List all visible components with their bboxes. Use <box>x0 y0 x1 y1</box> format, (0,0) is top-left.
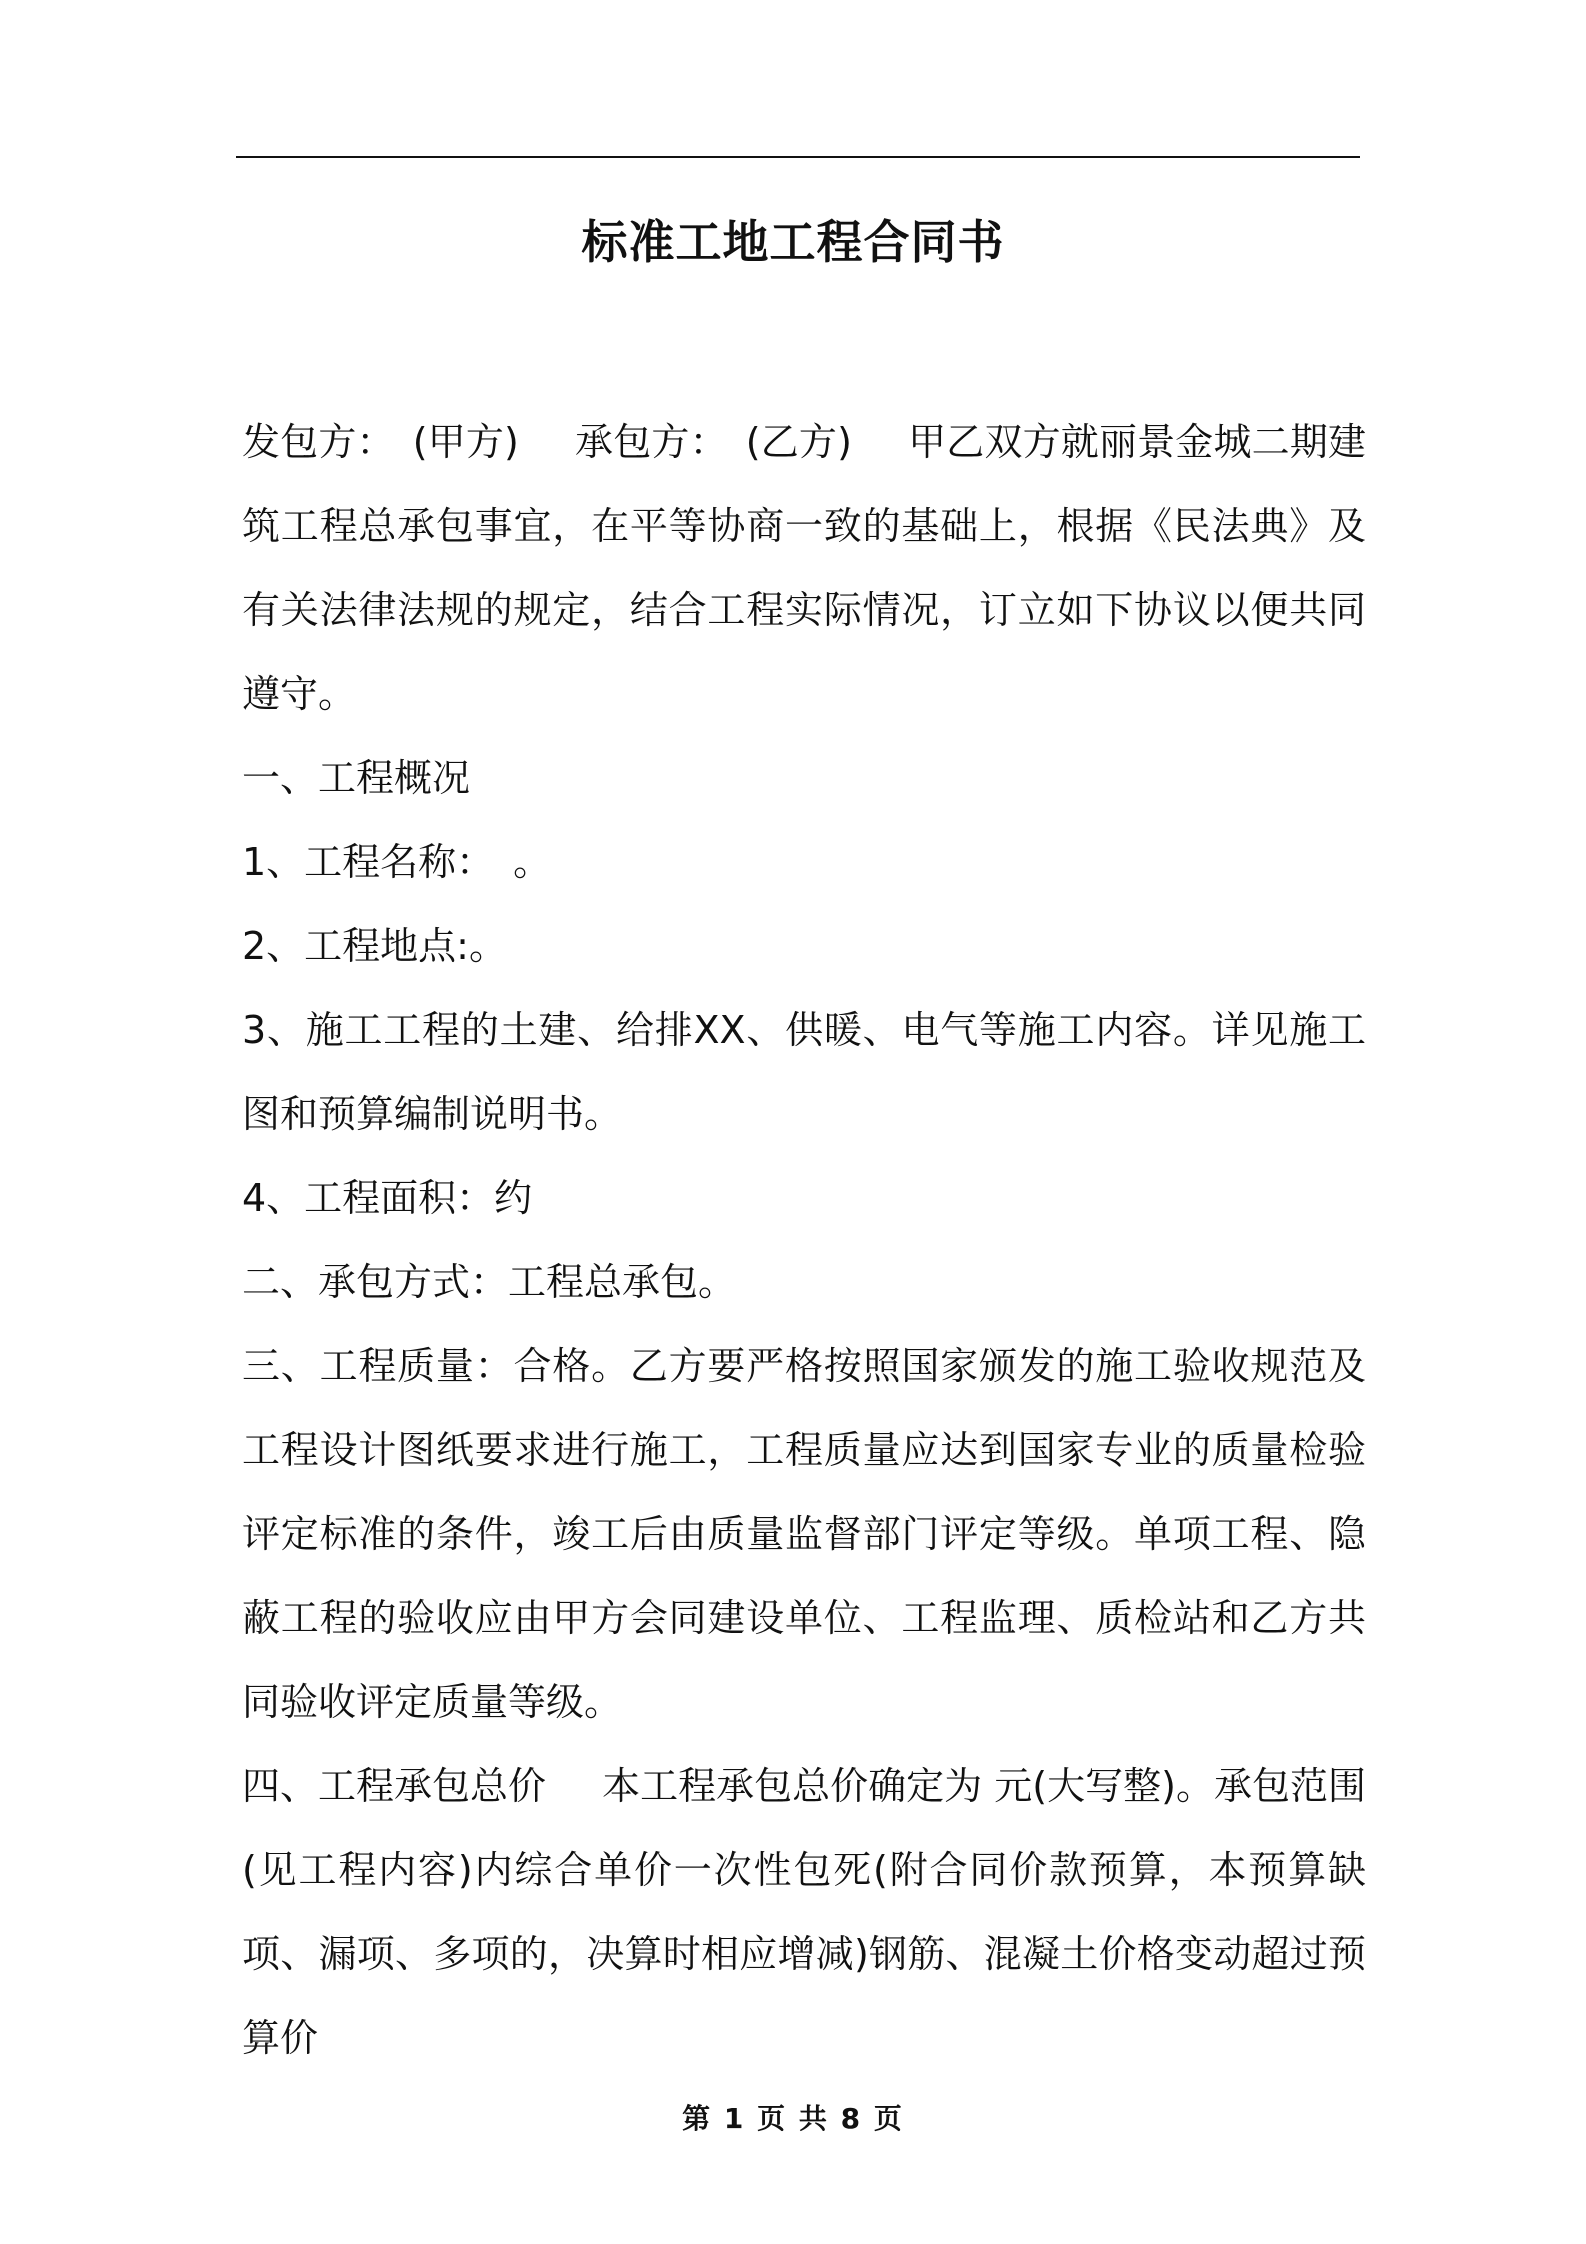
section-4-text: 本工程承包总价确定为 元(大写整)。承包范围(见工程内容)内综合单价一次性包死(附合同价款预算，本预算缺项、漏项、多项的，决算时相应增减)钢筋、混凝土价格变动超过预算价 <box>242 1764 1366 2060</box>
intro-text: 甲乙双方就丽景金城二期建筑工程总承包事宜，在平等协商一致的基础上，根据《民法典》及有关法律法规的规定，结合工程实际情况，订立如下协议以便共同遵守。 <box>242 420 1366 716</box>
section-4-heading: 四、工程承包总价 <box>242 1764 547 1808</box>
page-number: 第 1 页 共 8 页 <box>682 2102 904 2135</box>
intro-paragraph <box>242 400 1366 736</box>
party-b-label: 承包方： <box>574 420 728 464</box>
document-title: 标准工地工程合同书 <box>581 215 1005 269</box>
header-rule <box>236 156 1360 158</box>
party-b-value: (乙方) <box>745 420 852 464</box>
section-1-item-4: 4、工程面积：约 <box>242 1176 533 1220</box>
section-1-item-2: 2、工程地点:。 <box>242 924 507 968</box>
party-a-label: 发包方： <box>242 420 395 464</box>
section-4 <box>242 1744 1366 2080</box>
section-3: 三、工程质量：合格。乙方要严格按照国家颁发的施工验收规范及工程设计图纸要求进行施工，工程质量应达到国家专业的质量检验评定标准的条件，竣工后由质量监督部门评定等级。单项工程、隐蔽工程的验收应由甲方会同建设单位、工程监理、质检站和乙方共同验收评定质量等级。 <box>242 1344 1366 1724</box>
party-a-value: (甲方) <box>412 420 519 464</box>
document-body <box>242 400 1366 2080</box>
section-1-item-1: 1、工程名称： 。 <box>242 840 552 884</box>
section-2: 二、承包方式：工程总承包。 <box>242 1260 737 1304</box>
section-1-item-3: 3、施工工程的土建、给排XX、供暖、电气等施工内容。详见施工图和预算编制说明书。 <box>242 1008 1366 1136</box>
section-1-heading: 一、工程概况 <box>242 756 471 800</box>
